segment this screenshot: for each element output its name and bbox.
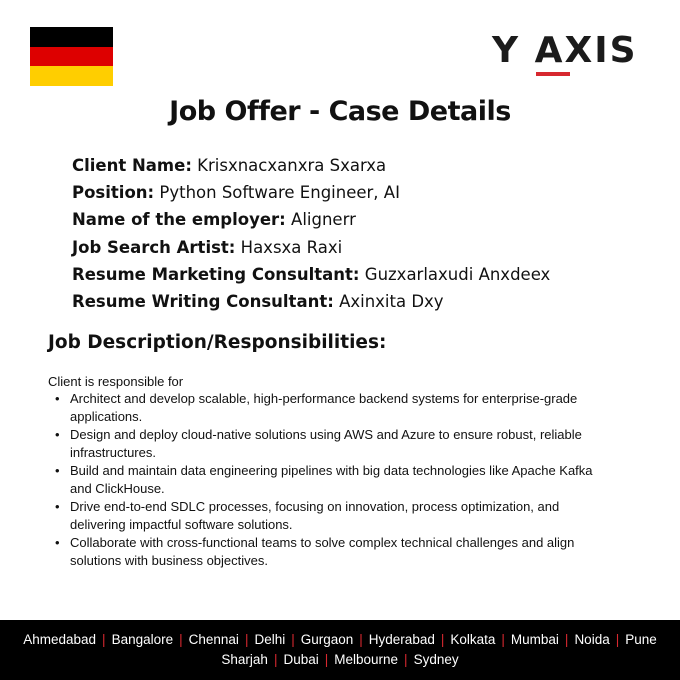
city-name: Delhi — [254, 632, 286, 647]
city-separator: | — [564, 632, 569, 647]
city-separator: | — [404, 652, 408, 667]
list-item-line: applications. — [70, 409, 143, 424]
list-item-line: Build and maintain data engineering pipelines with big data technologies like Apache Kafka — [70, 463, 593, 478]
list-item-line: infrastructures. — [70, 445, 156, 460]
detail-client-name — [72, 152, 652, 179]
city-name: Bangalore — [111, 632, 174, 647]
list-item-line: Collaborate with cross-functional teams to solve complex technical challenges and align — [70, 535, 575, 550]
list-item-line: Drive end-to-end SDLC processes, focusing on innovation, process optimization, and — [70, 499, 560, 514]
list-item — [55, 390, 640, 426]
list-item-line: solutions with business objectives. — [70, 553, 268, 568]
logo-text: Y AXIS — [492, 30, 638, 71]
city-separator: | — [359, 632, 363, 647]
list-item-line: delivering impactful software solutions. — [70, 517, 293, 532]
city-separator: | — [501, 632, 505, 647]
bullet-icon: • — [55, 391, 60, 406]
city-separator: | — [440, 632, 445, 647]
city-separator: | — [291, 632, 295, 647]
city-name: Hyderabad — [368, 632, 435, 647]
city-name: Ahmedabad — [23, 632, 97, 647]
city-separator: | — [102, 632, 106, 647]
city-name: Chennai — [188, 632, 239, 647]
list-item-line: Design and deploy cloud-native solutions using AWS and Azure to ensure robust, reliable — [70, 427, 582, 442]
list-item-line: and ClickHouse. — [70, 481, 165, 496]
list-item-line: Architect and develop scalable, high-performance backend systems for enterprise-grade — [70, 391, 578, 406]
bullet-icon: • — [55, 427, 60, 442]
bullet-icon: • — [55, 463, 60, 478]
list-item — [55, 534, 640, 570]
bullet-icon: • — [55, 499, 60, 514]
city-line-2 — [0, 650, 680, 670]
detail-employer — [72, 206, 652, 233]
detail-value: Haxsxa Raxi — [240, 237, 343, 257]
page-title: Job Offer - Case Details — [169, 96, 511, 127]
flag-stripe-black — [30, 27, 113, 47]
detail-label: Position: — [72, 183, 155, 203]
detail-job-search-artist — [72, 234, 652, 261]
detail-label: Name of the employer: — [72, 210, 286, 230]
list-item — [55, 462, 640, 498]
city-name: Kolkata — [450, 632, 496, 647]
footer-city-bar — [0, 620, 680, 680]
list-item — [55, 426, 640, 462]
job-description-heading: Job Description/Responsibilities: — [48, 332, 387, 353]
detail-position — [72, 179, 652, 206]
detail-value: Alignerr — [291, 210, 356, 230]
responsibilities-intro: Client is responsible for — [48, 374, 184, 389]
bullet-icon: • — [55, 535, 60, 550]
city-separator: | — [244, 632, 249, 647]
y-axis-logo — [492, 30, 650, 78]
city-line-1 — [0, 630, 680, 650]
detail-value: Krisxnacxanxra Sxarxa — [197, 156, 387, 175]
detail-label: Job Search Artist: — [72, 237, 236, 257]
detail-resume-marketing-consultant — [72, 261, 652, 288]
detail-value: Axinxita Dxy — [339, 292, 444, 312]
city-separator: | — [273, 652, 278, 667]
detail-value: Guzxarlaxudi Anxdeex — [364, 264, 551, 284]
city-name: Melbourne — [334, 652, 399, 667]
detail-label: Client Name: — [72, 156, 192, 175]
city-name: Pune — [625, 632, 657, 647]
city-name: Noida — [574, 632, 610, 647]
responsibilities-list — [55, 390, 640, 570]
germany-flag — [30, 27, 113, 86]
logo-accent-bar — [536, 72, 570, 76]
case-details — [72, 152, 652, 315]
detail-label: Resume Writing Consultant: — [72, 292, 334, 312]
detail-value: Python Software Engineer, AI — [159, 183, 400, 203]
city-separator: | — [615, 632, 620, 647]
city-name: Mumbai — [510, 632, 559, 647]
detail-label: Resume Marketing Consultant: — [72, 264, 360, 284]
city-name: Dubai — [283, 652, 319, 667]
flag-stripe-red — [30, 47, 113, 67]
city-name: Gurgaon — [300, 632, 354, 647]
detail-resume-writing-consultant — [72, 288, 652, 315]
city-separator: | — [179, 632, 183, 647]
city-separator: | — [324, 652, 329, 667]
flag-stripe-gold — [30, 66, 113, 86]
city-name: Sharjah — [221, 652, 268, 667]
list-item — [55, 498, 640, 534]
city-name: Sydney — [413, 652, 459, 667]
